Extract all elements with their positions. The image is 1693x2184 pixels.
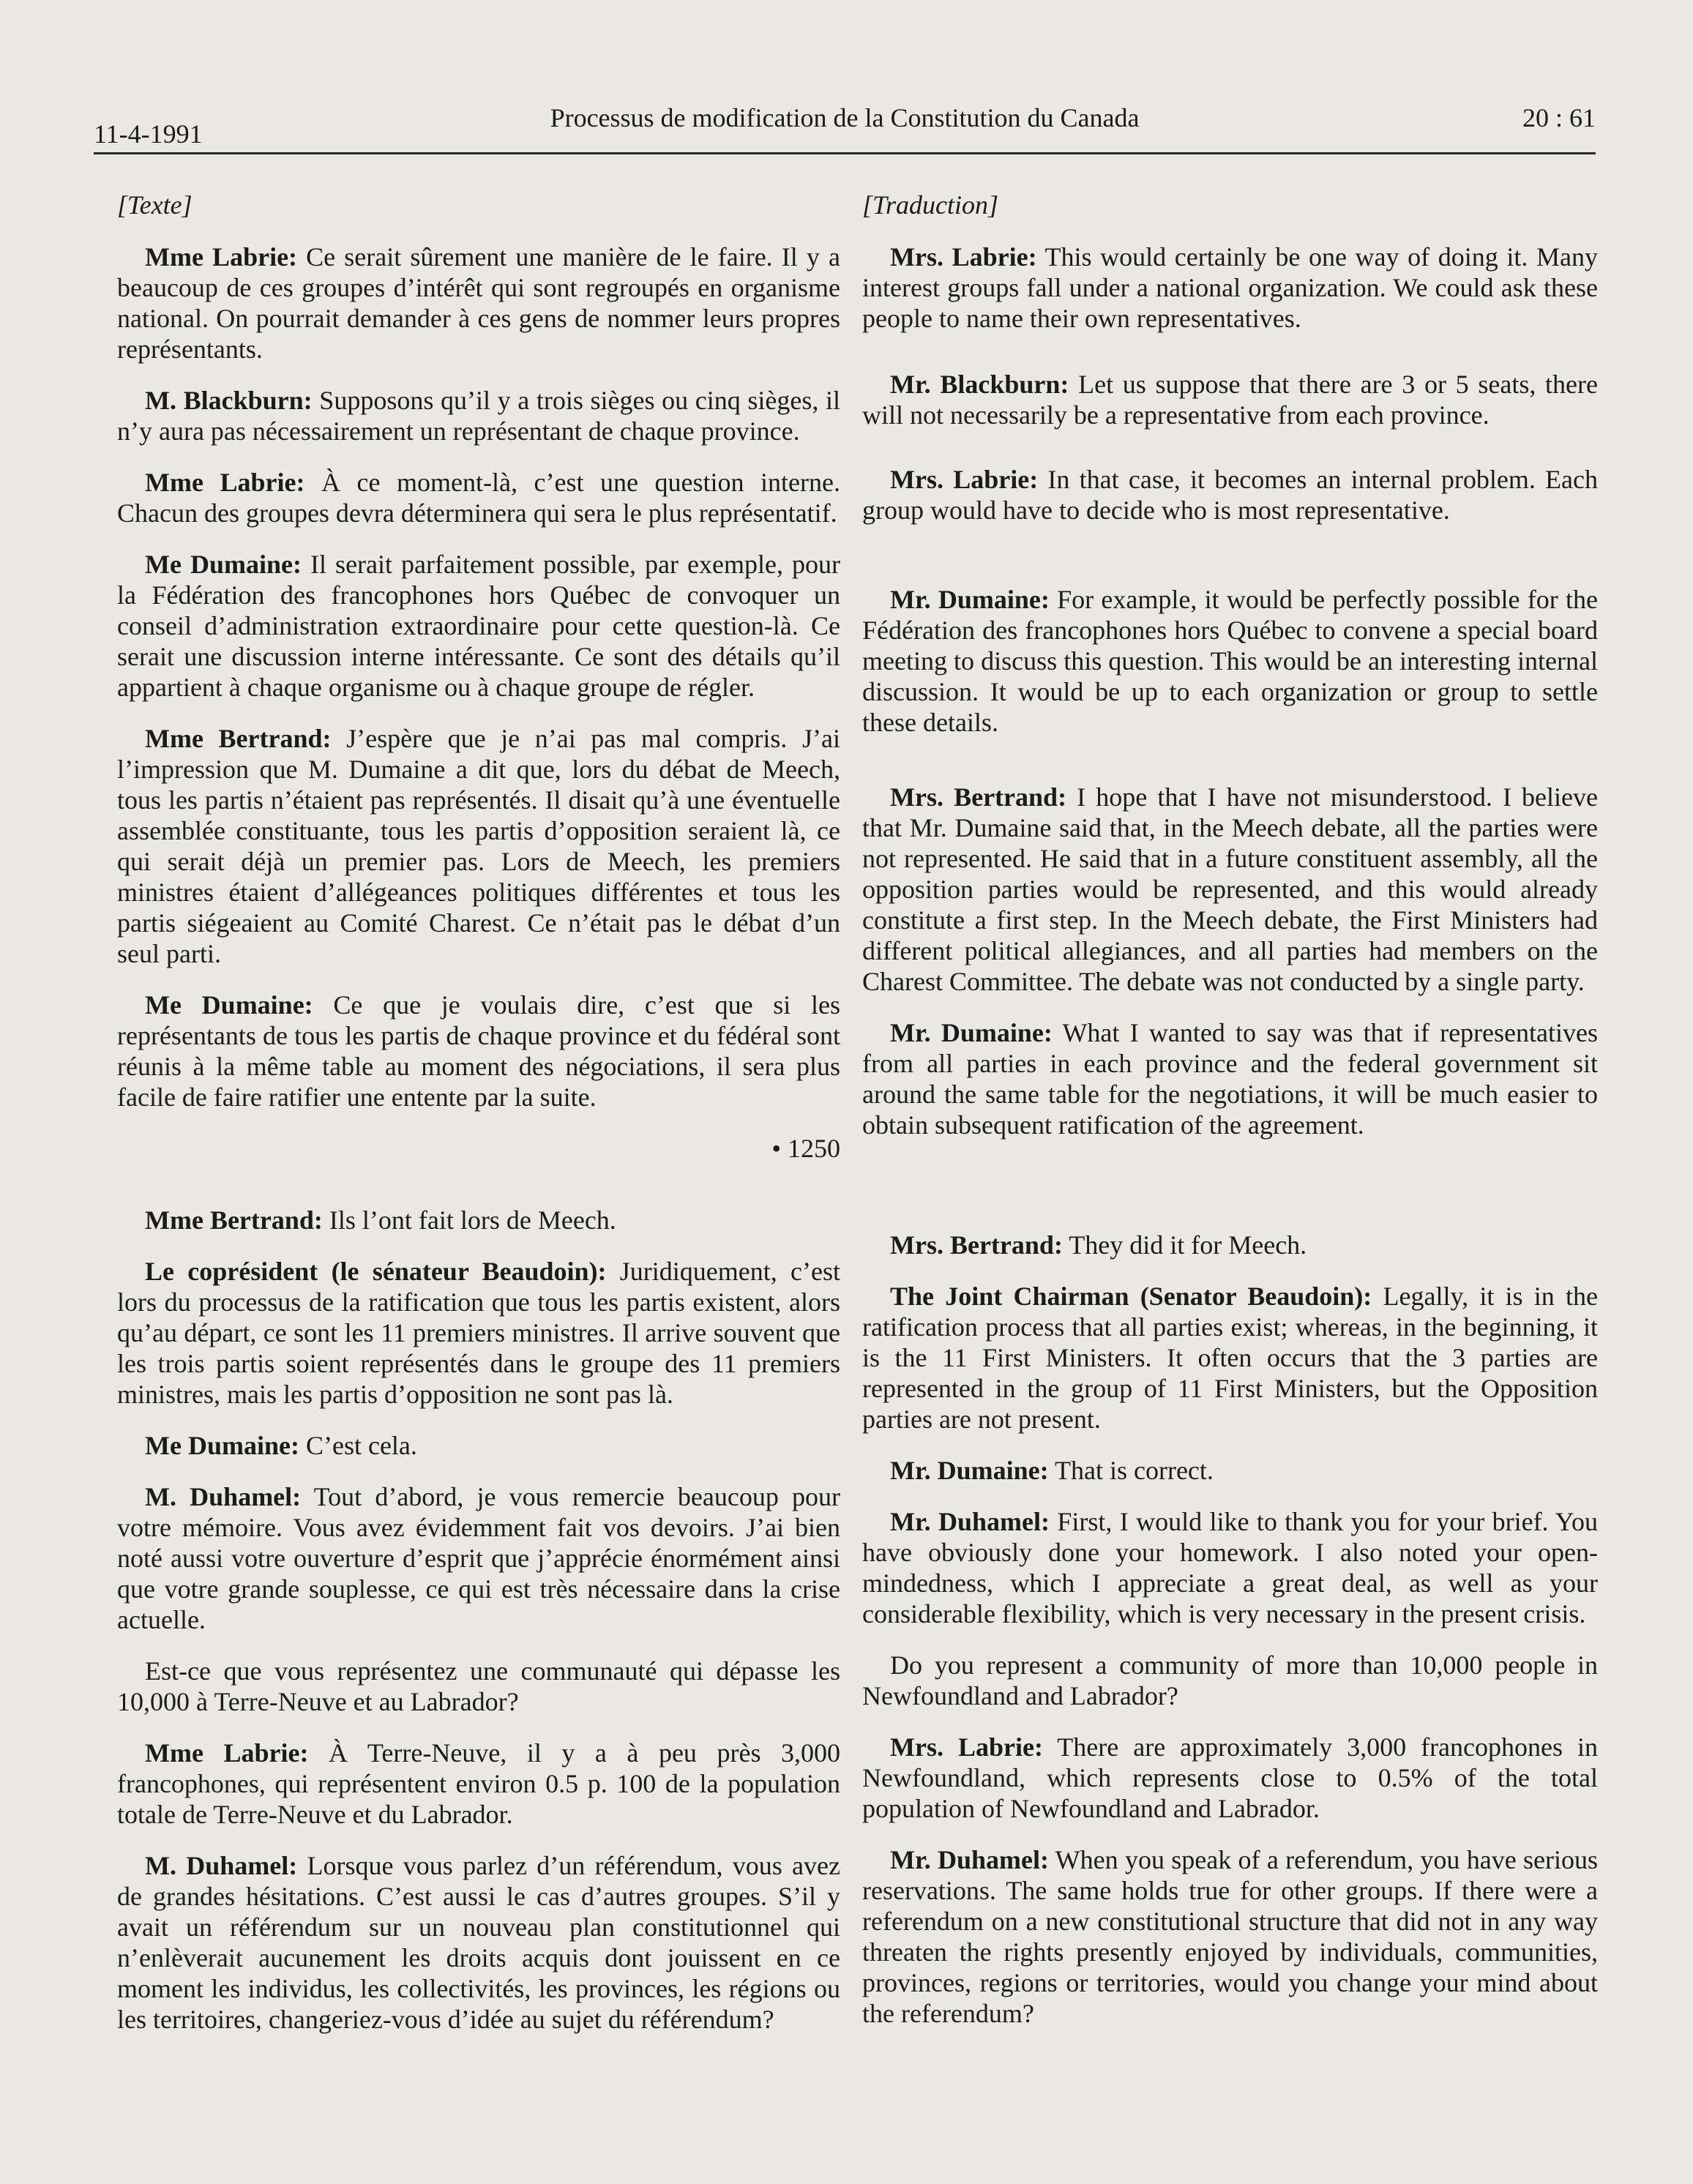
speech-text: À Terre-Neuve, il y a à peu près 3,000 francophones, qui représentent environ 0.5 p. 100 de la population totale de Terre-Neuve et du Labrador. xyxy=(117,1738,840,1829)
paragraph xyxy=(862,369,1598,430)
speech-text: Lorsque vous parlez d’un référendum, vous avez de grandes hésitations. C’est aussi le cas d’autres groupes. S’il y avait un référendum sur un nouveau plan constitutionnel qui n’enlèverait aucunement les droits acquis dont jouissent en ce moment les individus, les collectivités, les provinces, les régions ou les territoires, changeriez-vous d’idée au sujet du référendum? xyxy=(117,1851,840,2034)
speech-text: When you speak of a referendum, you have serious reservations. The same holds true for other groups. If there were a referendum on a new constitutional structure that did not in any way threaten the rights presently enjoyed by individuals, communities, provinces, regions or territories, would you change your mind about the referendum? xyxy=(862,1845,1598,2028)
paragraph xyxy=(117,1656,840,1717)
paragraph xyxy=(117,1481,840,1635)
speaker-name: Me Dumaine: xyxy=(145,990,313,1020)
speaker-name: Mr. Dumaine: xyxy=(890,1018,1053,1047)
speaker-name: M. Duhamel: xyxy=(145,1851,298,1880)
paragraph xyxy=(117,242,840,364)
speech-text: Legally, it is in the ratification process that all parties exist; whereas, in the beginning, it is the 11 First Ministers. It often occurs that the 3 parties are represented in the group of 11 First Ministers, but the Opposition parties are not present. xyxy=(862,1282,1598,1434)
paragraph xyxy=(117,1430,840,1461)
speech-text: J’espère que je n’ai pas mal compris. J’ai l’impression que M. Dumaine a dit que, lors du débat de Meech, tous les partis n’étaient pas représentés. Il disait qu’à une éventuelle assemblée constituante, tous les partis d’opposition seraient là, ce qui serait déjà un premier pas. Lors de Meech, les premiers ministres étaient d’allégeances politiques différentes et tous les partis siégeaient au Comité Charest. Ce n’était pas le débat d’un seul parti. xyxy=(117,724,840,968)
speaker-name: Mme Labrie: xyxy=(145,1738,309,1768)
speech-text: Do you represent a community of more than 10,000 people in Newfoundland and Labrador? xyxy=(862,1650,1598,1710)
section-label-traduction: [Traduction] xyxy=(862,190,999,220)
paragraph xyxy=(117,1256,840,1410)
speech-text: Tout d’abord, je vous remercie beaucoup pour votre mémoire. Vous avez évidemment fait vos devoirs. J’ai bien noté aussi votre ouverture d’esprit que j’apprécie énormément ainsi que votre grande souplesse, ce qui est très nécessaire dans la crise actuelle. xyxy=(117,1482,840,1634)
paragraph xyxy=(862,782,1598,997)
paragraph xyxy=(862,1230,1598,1260)
speaker-name: Mme Labrie: xyxy=(145,242,298,272)
speech-text: They did it for Meech. xyxy=(1062,1230,1307,1260)
speech-text: For example, it would be perfectly possible for the Fédération des francophones hors Québec to convene a special board meeting to discuss this question. This would be an interesting internal discussion. It would be up to each organization or group to settle these details. xyxy=(862,585,1598,737)
speech-text: Juridiquement, c’est lors du processus de la ratification que tous les partis existent, alors qu’au départ, ce sont les 11 premiers ministres. Il arrive souvent que les trois partis soient représentés dans le groupe des 11 premiers ministres, mais les partis d’opposition ne sont pas là. xyxy=(117,1257,840,1409)
right-column-english xyxy=(862,189,1598,2049)
speaker-name: Mrs. Bertrand: xyxy=(890,1230,1063,1260)
speech-text: In that case, it becomes an internal problem. Each group would have to decide who is most representative. xyxy=(862,465,1598,525)
paragraph xyxy=(117,990,840,1112)
header-title: Processus de modification de la Constitution du Canada xyxy=(550,103,1140,132)
speaker-name: Mr. Duhamel: xyxy=(890,1845,1049,1874)
speech-text: Supposons qu’il y a trois sièges ou cinq sièges, il n’y aura pas nécessairement un représentant de chaque province. xyxy=(117,386,840,446)
speaker-name: Mme Bertrand: xyxy=(145,1205,323,1235)
left-column-french xyxy=(117,189,840,2055)
speech-text: Let us suppose that there are 3 or 5 seats, there will not necessarily be a representative from each province. xyxy=(862,370,1598,430)
paragraph xyxy=(117,1205,840,1235)
paragraph xyxy=(862,1844,1598,2029)
speaker-name: Me Dumaine: xyxy=(145,1431,299,1460)
speaker-name: Mrs. Bertrand: xyxy=(890,782,1067,812)
speaker-name: Me Dumaine: xyxy=(145,550,302,579)
paragraph xyxy=(862,1650,1598,1711)
speech-text: This would certainly be one way of doing it. Many interest groups fall under a national organization. We could ask these people to name their own representatives. xyxy=(862,242,1598,333)
paragraph xyxy=(862,1455,1598,1486)
paragraph xyxy=(117,1850,840,2035)
paragraph xyxy=(117,549,840,703)
speaker-name: Mr. Dumaine: xyxy=(890,585,1050,614)
speaker-name: Mme Bertrand: xyxy=(145,724,332,753)
paragraph xyxy=(862,1506,1598,1629)
speaker-name: Mr. Duhamel: xyxy=(890,1507,1050,1536)
paragraph xyxy=(862,464,1598,526)
speaker-name: Le coprésident (le sénateur Beaudoin): xyxy=(145,1257,607,1286)
paragraph xyxy=(862,1017,1598,1140)
speaker-name: Mr. Dumaine: xyxy=(890,1456,1049,1485)
speech-text: There are approximately 3,000 francophones in Newfoundland, which represents close to 0.5% of the total population of Newfoundland and Labrador. xyxy=(862,1732,1598,1823)
paragraph xyxy=(862,584,1598,738)
speaker-name: Mme Labrie: xyxy=(145,468,305,497)
speech-text: I hope that I have not misunderstood. I believe that Mr. Dumaine said that, in the Meech debate, all the parties were not represented. He said that in a future constituent assembly, all the opposition parties would be represented, and this would already constitute a first step. In the Meech debate, the First Ministers had different political allegiances, and all parties had members on the Charest Committee. The debate was not conducted by a single party. xyxy=(862,782,1598,996)
speech-text: What I wanted to say was that if representatives from all parties in each province and the federal government sit around the same table for the negotiations, it will be much easier to obtain subsequent ratification of the agreement. xyxy=(862,1018,1598,1140)
speech-text: Est-ce que vous représentez une communauté qui dépasse les 10,000 à Terre-Neuve et au Labrador? xyxy=(117,1656,840,1716)
header-page-number: 20 : 61 xyxy=(1522,103,1596,132)
paragraph xyxy=(117,723,840,969)
section-label-texte: [Texte] xyxy=(117,190,193,220)
speech-text: Ce serait sûrement une manière de le faire. Il y a beaucoup de ces groupes d’intérêt qui sont regroupés en organisme national. On pourrait demander à ces gens de nommer leurs propres représentants. xyxy=(117,242,840,364)
speaker-name: Mrs. Labrie: xyxy=(890,465,1039,494)
speech-text: À ce moment-là, c’est une question interne. Chacun des groupes devra déterminera qui sera le plus représentatif. xyxy=(117,468,840,528)
speech-text: Ils l’ont fait lors de Meech. xyxy=(322,1205,616,1235)
speaker-name: Mrs. Labrie: xyxy=(890,1732,1043,1762)
speaker-name: Mrs. Labrie: xyxy=(890,242,1037,272)
paragraph xyxy=(862,242,1598,334)
paragraph xyxy=(117,1738,840,1830)
paragraph xyxy=(862,1732,1598,1824)
header-date: 11-4-1991 xyxy=(94,119,203,149)
paragraph xyxy=(117,467,840,528)
speaker-name: M. Blackburn: xyxy=(145,386,313,415)
time-marker: • 1250 xyxy=(771,1134,840,1163)
speech-text: C’est cela. xyxy=(299,1431,417,1460)
speech-text: That is correct. xyxy=(1048,1456,1214,1485)
speech-text: First, I would like to thank you for your brief. You have obviously done your homework. I also noted your open-mindedness, which I appreciate a great deal, as well as your considerable flexibility, which is very necessary in the present crisis. xyxy=(862,1507,1598,1628)
paragraph xyxy=(117,385,840,446)
paragraph xyxy=(862,1281,1598,1435)
page-header xyxy=(94,102,1596,154)
speech-text: Ce que je voulais dire, c’est que si les représentants de tous les partis de chaque province et du fédéral sont réunis à la même table au moment des négociations, il sera plus facile de faire ratifier une entente par la suite. xyxy=(117,990,840,1112)
speaker-name: The Joint Chairman (Senator Beaudoin): xyxy=(890,1282,1372,1311)
speaker-name: M. Duhamel: xyxy=(145,1482,302,1511)
speaker-name: Mr. Blackburn: xyxy=(890,370,1069,399)
speech-text: Il serait parfaitement possible, par exemple, pour la Fédération des francophones hors Québec de convoquer un conseil d’administration extraordinaire pour cette question-là. Ce serait une discussion interne intéressante. Ce sont des détails qu’il appartient à chaque organisme ou à chaque groupe de régler. xyxy=(117,550,840,702)
